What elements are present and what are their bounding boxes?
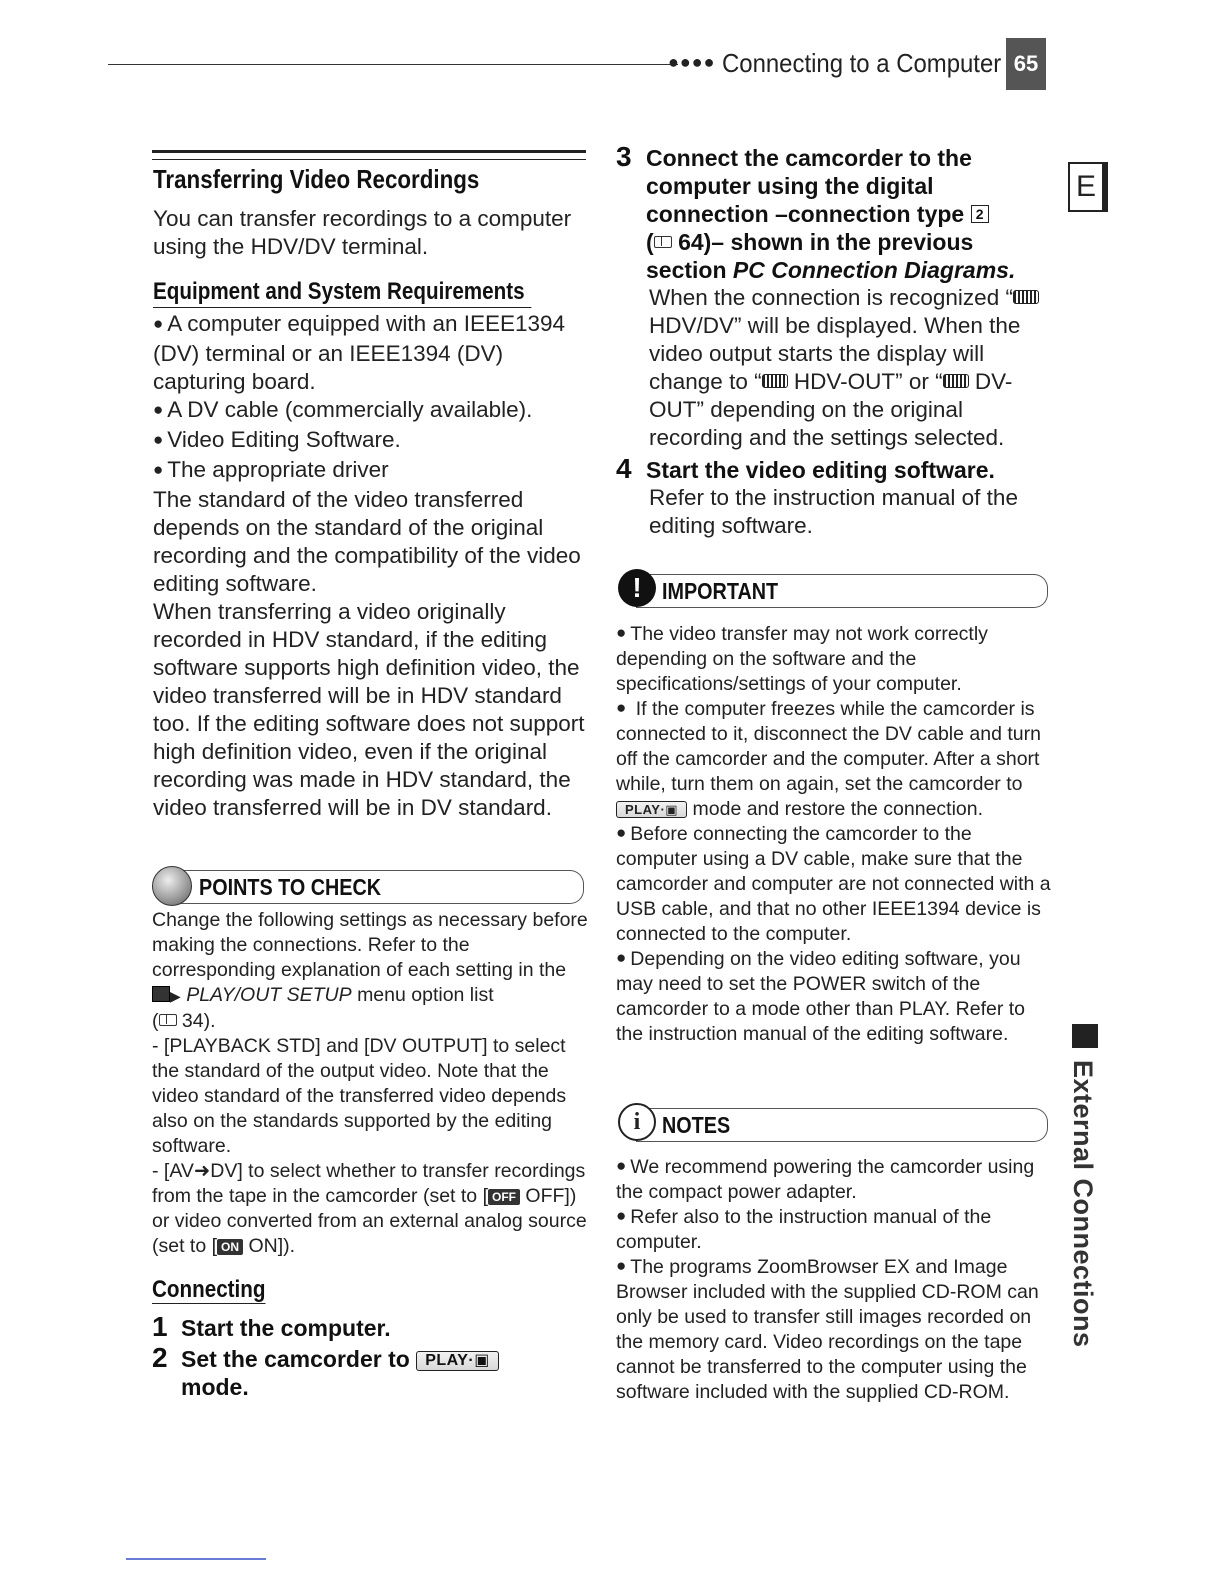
language-badge: E	[1068, 162, 1108, 212]
step-3-number: 3	[616, 141, 632, 172]
list-item: ● Video Editing Software.	[153, 426, 593, 456]
dv-icon	[943, 374, 969, 388]
imp2-text-b: mode and restore the connection.	[692, 798, 984, 820]
list-item: ● Depending on the video editing software, you may need to set the POWER switch of the camcorder to a mode other than PLAY. Refer to the instruction manual of the editing software.	[616, 947, 1052, 1047]
points-body: Change the following settings as necessary before making the connections. Refer to the corresponding explanation of each setting in the ▶ PLAY/OUT SETUP menu option list ( 34). - [PLAYBACK STD] and [DV OUTPUT] to select the standard of the output video. Note that the video standard of the transferred video depends also on the standards supported by the editing software. - [AV➜DV] to select whether to transfer recordings from the tape in the camcorder (set to [ OFF OFF]) or video converted from an external analog source (set to [ ON ON]).	[152, 909, 588, 1257]
side-tab-marker	[1072, 1024, 1098, 1048]
step-3-ref: 64)– shown in the previous section	[646, 229, 974, 283]
notes-list	[616, 1155, 1052, 1405]
on-chip: ON	[217, 1239, 243, 1255]
connection-type-box: 2	[971, 205, 989, 223]
step-3-body-a: When the connection is recognized “	[649, 285, 1013, 310]
header-rule	[108, 64, 678, 65]
list-item	[616, 697, 1052, 822]
list-item: ● A computer equipped with an IEEE1394 (DV) terminal or an IEEE1394 (DV) capturing board.	[153, 310, 593, 396]
step-1-text: Start the computer.	[181, 1315, 391, 1341]
page-number: 65	[1006, 38, 1046, 90]
step-3-body-c: HDV-OUT” or “	[793, 369, 943, 394]
checklist-icon	[152, 866, 192, 906]
requirements-title: Equipment and System Requirements	[153, 278, 531, 308]
section-rule	[152, 150, 586, 160]
footer-rule	[126, 1558, 266, 1560]
requirements-list	[153, 310, 593, 822]
points-text-b: menu option list	[357, 984, 494, 1006]
list-item: ● Before connecting the camcorder to the computer using a DV cable, make sure that the camcorder and computer are not connected with a USB cable, and that no other IEEE1394 device is connected to the computer.	[616, 822, 1052, 947]
header-dots: ●●●●	[668, 52, 716, 72]
step-2-number: 2	[152, 1342, 168, 1373]
step-3: Connect the camcorder to the computer using the digital connection –connection type 2 ( 64)– shown in the previous section PC Connection Diagrams.	[646, 145, 1016, 283]
connecting-title-text: Connecting	[152, 1276, 266, 1303]
step-3-link: PC Connection Diagrams.	[732, 257, 1016, 283]
play-mode-key: PLAY·▣	[416, 1351, 499, 1371]
arrow-icon: ▶	[170, 988, 181, 1004]
points-ref: 34).	[181, 1010, 216, 1032]
step-4-number: 4	[616, 453, 632, 484]
step-3-body-d: DV-OUT” depending on the original recording and the settings selected.	[649, 369, 1013, 450]
step-3-body	[649, 284, 1049, 452]
list-item: ● We recommend powering the camcorder using the compact power adapter.	[616, 1155, 1052, 1205]
step-1-number: 1	[152, 1311, 168, 1342]
step-3-text: Connect the camcorder to the computer using the digital connection –connection type	[646, 145, 972, 227]
off-chip: OFF	[488, 1189, 520, 1205]
notes-title: NOTES	[662, 1112, 731, 1138]
dv-icon	[762, 374, 788, 388]
side-tab-label: External Connections	[1068, 1060, 1098, 1348]
step-4-text: Start the video editing software.	[646, 457, 995, 483]
menu-icon	[152, 986, 170, 1002]
points-d2-c: OFF]) or video converted from an external analog source (set to [	[152, 1185, 587, 1257]
important-title: IMPORTANT	[662, 578, 779, 604]
dv-icon	[1013, 290, 1039, 304]
points-title: POINTS TO CHECK	[199, 874, 382, 900]
book-icon	[654, 236, 672, 248]
points-d2-b: DV] to select whether to transfer recordings from the tape in the camcorder (set to [	[152, 1160, 586, 1207]
header-title: Connecting to a Computer	[722, 48, 1002, 78]
step-2	[181, 1345, 581, 1401]
list-item: ● The appropriate driver	[153, 456, 593, 486]
warning-icon: !	[618, 569, 656, 607]
right-arrow-icon: ➜	[193, 1160, 211, 1182]
section-title: Transferring Video Recordings	[153, 164, 480, 194]
step-4-body: Refer to the instruction manual of the editing software.	[649, 485, 1018, 538]
info-icon: i	[618, 1103, 656, 1141]
step-2-text-a: Set the camcorder to	[181, 1346, 410, 1372]
step-2-text-b: mode.	[181, 1374, 249, 1400]
important-list	[616, 622, 1052, 1047]
intro-text: You can transfer recordings to a computer using the HDV/DV terminal.	[153, 206, 572, 259]
book-icon	[159, 1014, 177, 1026]
standard-paragraph-2: When transferring a video originally recorded in HDV standard, if the editing software supports high definition video, the video transferred will be in HDV standard too. If the editing software does not support high definition video, even if the original recording was made in HDV standard, the video transferred will be in DV standard.	[153, 599, 585, 820]
points-d2-d: ON]).	[248, 1235, 296, 1257]
menu-name: PLAY/OUT SETUP	[186, 984, 352, 1006]
points-text-a: Change the following settings as necessary before making the connections. Refer to the corresponding explanation of each setting in the	[152, 909, 588, 981]
imp2-text-a: If the computer freezes while the camcorder is connected to it, disconnect the DV cable and turn off the camcorder and the computer. After a short while, turn them on again, set the camcorder to	[616, 698, 1041, 795]
play-mode-key: PLAY·▣	[616, 801, 687, 818]
list-item: ● The video transfer may not work correctly depending on the software and the specifications/settings of your computer.	[616, 622, 1052, 697]
list-item: ● Refer also to the instruction manual of the computer.	[616, 1205, 1052, 1255]
list-item: ● The programs ZoomBrowser EX and Image Browser included with the supplied CD-ROM can only be used to transfer still images recorded on the memory card. Video recordings on the tape cannot be transferred to the computer using the software included with the supplied CD-ROM.	[616, 1255, 1052, 1405]
points-d2-a: - [AV	[152, 1160, 194, 1182]
connecting-title	[152, 1276, 266, 1305]
list-item: ● A DV cable (commercially available).	[153, 396, 593, 426]
step-3-body-b: HDV/DV” will be displayed. When the video output starts the display will change to “	[649, 313, 1021, 394]
points-detail-1: - [PLAYBACK STD] and [DV OUTPUT] to select the standard of the output video. Note that the video standard of the transferred video depends also on the standards supported by the editing software.	[152, 1035, 567, 1157]
standard-paragraph-1: The standard of the video transferred depends on the standard of the original recording and the compatibility of the video editing software.	[153, 487, 581, 596]
